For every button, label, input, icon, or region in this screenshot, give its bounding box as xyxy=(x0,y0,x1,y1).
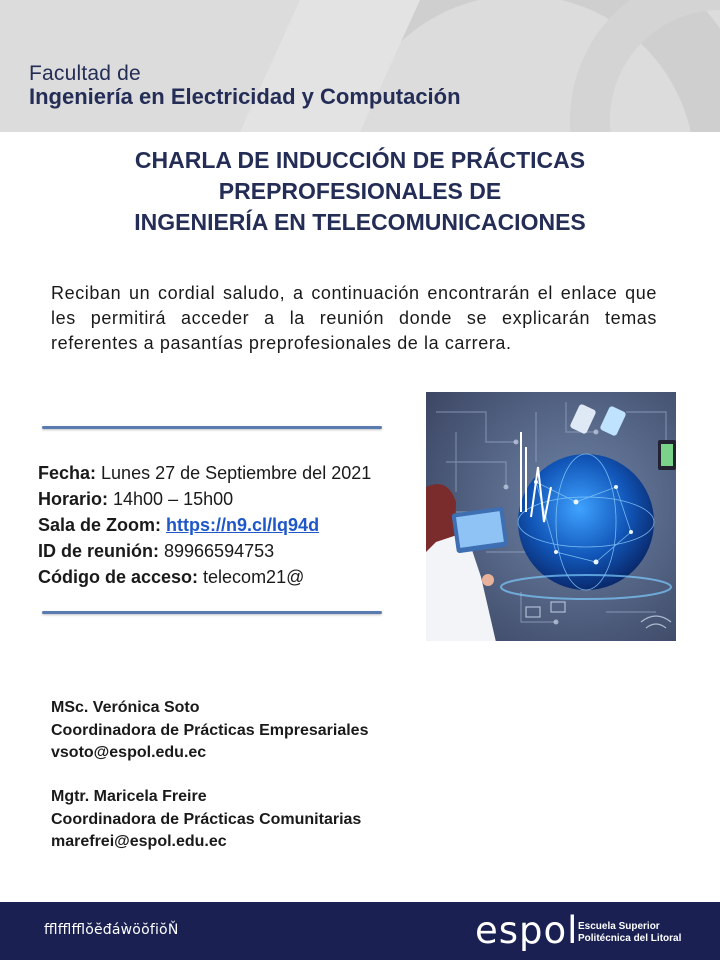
meeting-details xyxy=(38,460,418,590)
footer-code-text: ﬄﬄﬄŏĕđáẁöŏfiŏŇ xyxy=(44,922,179,938)
zoom-link[interactable]: https://n9.cl/lq94d xyxy=(166,515,320,535)
intro-paragraph: Reciban un cordial saludo, a continuación encontrarán el enlace que les permitirá acceder a la reunión donde se explicarán temas referentes a pasantías preprofesionales de la carrera. xyxy=(51,283,657,353)
contact-name: Mgtr. Maricela Freire xyxy=(51,788,207,805)
title-line2: PREPROFESIONALES DE xyxy=(218,178,502,204)
espol-logo-icon: espol xyxy=(475,909,579,952)
contact-email: vsoto@espol.edu.ec xyxy=(51,744,207,761)
title-line3: INGENIERÍA EN TELECOMUNICACIONES xyxy=(134,209,586,235)
horario-value: 14h00 – 15h00 xyxy=(108,489,234,509)
faculty-name-line2: Ingeniería en Electricidad y Computación xyxy=(29,84,461,109)
header-banner xyxy=(0,0,720,132)
contact-email: marefrei@espol.edu.ec xyxy=(51,833,227,850)
page-title xyxy=(20,145,700,238)
fecha-row xyxy=(38,460,418,486)
meeting-id-row xyxy=(38,538,418,564)
footer-bar xyxy=(0,902,720,960)
access-code-label: Código de acceso: xyxy=(38,567,199,587)
title-line1: CHARLA DE INDUCCIÓN DE PRÁCTICAS xyxy=(134,147,586,173)
contact-role: Coordinadora de Prácticas Comunitarias xyxy=(51,810,362,828)
contact-card-1 xyxy=(51,697,471,765)
access-code-value: telecom21@ xyxy=(198,567,305,587)
meeting-id-label: ID de reunión: xyxy=(38,541,159,561)
espol-subtitle-line1: Escuela Superior xyxy=(578,921,660,932)
divider-bottom xyxy=(42,611,382,614)
espol-logo-subtitle xyxy=(578,921,681,945)
horario-row xyxy=(38,486,418,512)
contact-role: Coordinadora de Prácticas Empresariales xyxy=(51,721,369,739)
contact-name: MSc. Verónica Soto xyxy=(51,699,200,716)
meeting-id-value: 89966594753 xyxy=(159,541,275,561)
zoom-label: Sala de Zoom: xyxy=(38,515,162,535)
contact-card-2 xyxy=(51,786,471,854)
fecha-value: Lunes 27 de Septiembre del 2021 xyxy=(96,463,372,483)
network-globe-illustration xyxy=(426,392,676,641)
espol-subtitle-line2: Politécnica del Litoral xyxy=(578,933,682,944)
faculty-name-line1: Facultad de xyxy=(29,62,141,85)
horario-label: Horario: xyxy=(38,489,109,509)
fecha-label: Fecha: xyxy=(38,463,97,483)
divider-top xyxy=(42,426,382,429)
zoom-row xyxy=(38,512,418,538)
access-code-row xyxy=(38,564,418,590)
